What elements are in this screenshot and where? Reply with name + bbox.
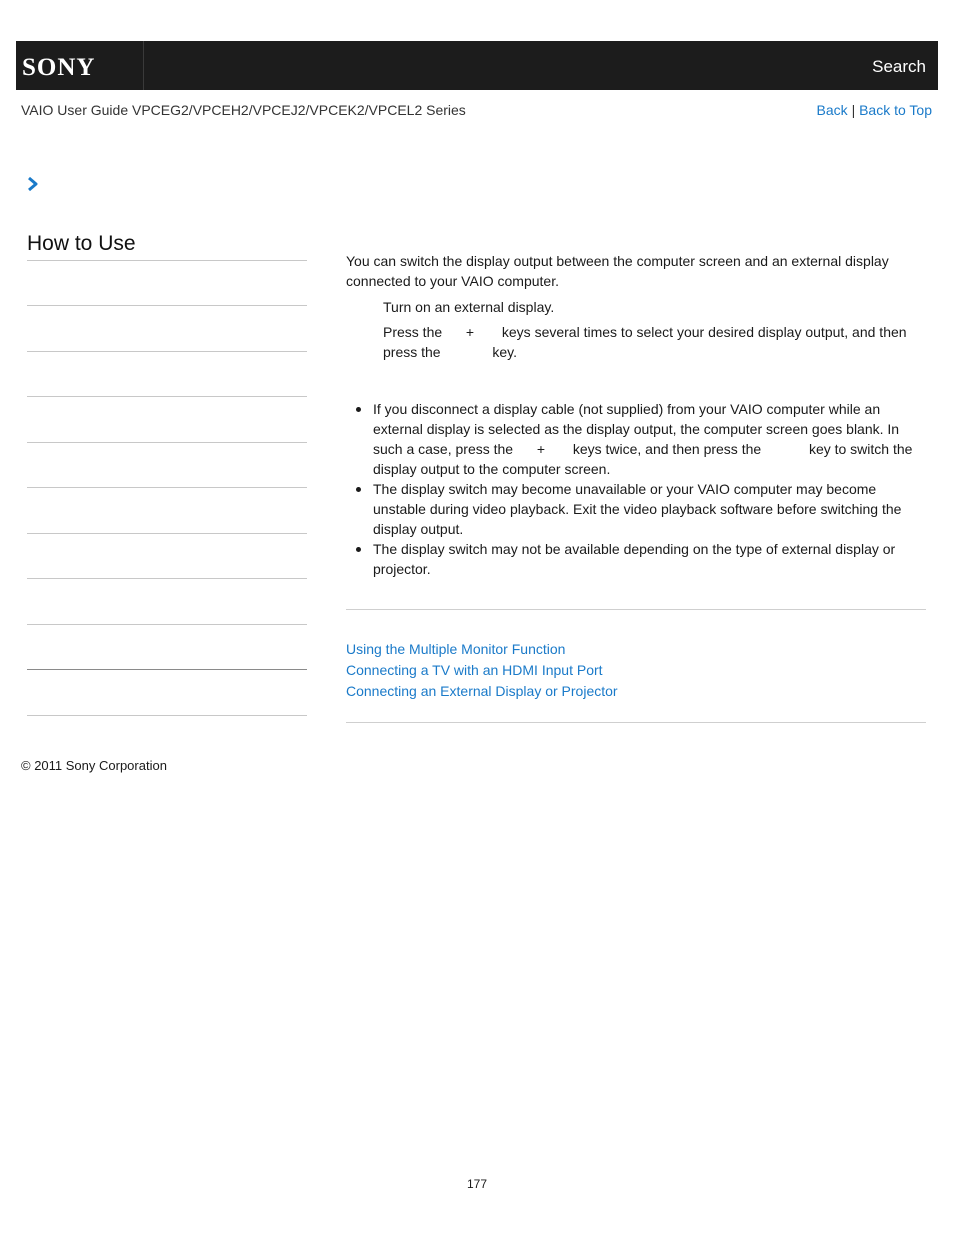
sidebar-divider (27, 305, 307, 306)
related-links (346, 639, 618, 702)
section-divider (346, 609, 926, 610)
copyright: © 2011 Sony Corporation (21, 758, 167, 773)
note-3-text: The display switch may not be available depending on the type of external display or projector. (373, 541, 896, 577)
step-2-text-b: keys several times to select your desired display output, and then (501, 324, 907, 340)
sony-logo: SONY (22, 54, 96, 81)
bullet-icon (356, 547, 361, 552)
note-1-text-c: key to switch the display output to the computer screen. (373, 441, 913, 477)
sidebar-divider (27, 351, 307, 352)
note-1-text-b: keys twice, and then press the (572, 441, 762, 457)
sidebar-title: How to Use (27, 232, 136, 255)
related-link-multiple-monitor[interactable]: Using the Multiple Monitor Function (346, 641, 566, 657)
bullet-icon (356, 407, 361, 412)
step-2 (383, 322, 923, 362)
sidebar-divider (27, 442, 307, 443)
sidebar-divider (27, 624, 307, 625)
sidebar-divider (27, 578, 307, 579)
sidebar-divider (27, 533, 307, 534)
plus-sign: + (465, 324, 475, 340)
top-navigation (817, 102, 932, 118)
note-1-text-a: If you disconnect a display cable (not supplied) from your VAIO computer while an external display is selected as the display output, the computer screen goes blank. In such a case, press the (373, 401, 900, 457)
notes-list (346, 399, 921, 579)
back-link[interactable]: Back (816, 102, 848, 118)
step-1 (383, 297, 923, 317)
back-to-top-link[interactable]: Back to Top (859, 102, 932, 118)
plus-sign: + (536, 441, 546, 457)
header-bar (16, 41, 938, 90)
guide-title: VAIO User Guide VPCEG2/VPCEH2/VPCEJ2/VPCEK2/VPCEL2 Series (21, 102, 466, 118)
step-2-text-a: Press the (383, 324, 443, 340)
bullet-icon (356, 487, 361, 492)
page-number: 177 (466, 1177, 488, 1191)
sidebar-divider (27, 396, 307, 397)
step-1-text: Turn on an external display. (383, 299, 555, 315)
section-divider (346, 722, 926, 723)
note-2-text: The display switch may become unavailable or your VAIO computer may become unstable during video playback. Exit the video playback software before switching the display output. (373, 481, 902, 537)
related-link-external-display[interactable]: Connecting an External Display or Projector (346, 683, 618, 699)
sidebar-divider (27, 487, 307, 488)
sidebar-divider (27, 715, 307, 716)
note-item (346, 539, 921, 579)
note-item (346, 399, 921, 479)
sidebar-divider (27, 260, 307, 261)
step-2-text-d: key. (492, 344, 518, 360)
intro-paragraph: You can switch the display output between the computer screen and an external display connected to your VAIO computer. (346, 253, 889, 289)
search-link[interactable]: Search (872, 57, 926, 76)
step-2-text-c: press the (383, 344, 441, 360)
nav-separator: | (851, 102, 856, 118)
note-item (346, 479, 921, 539)
related-link-hdmi-tv[interactable]: Connecting a TV with an HDMI Input Port (346, 662, 603, 678)
chevron-right-icon[interactable] (26, 176, 40, 195)
logo-area (16, 41, 144, 90)
sidebar-divider (27, 669, 307, 670)
